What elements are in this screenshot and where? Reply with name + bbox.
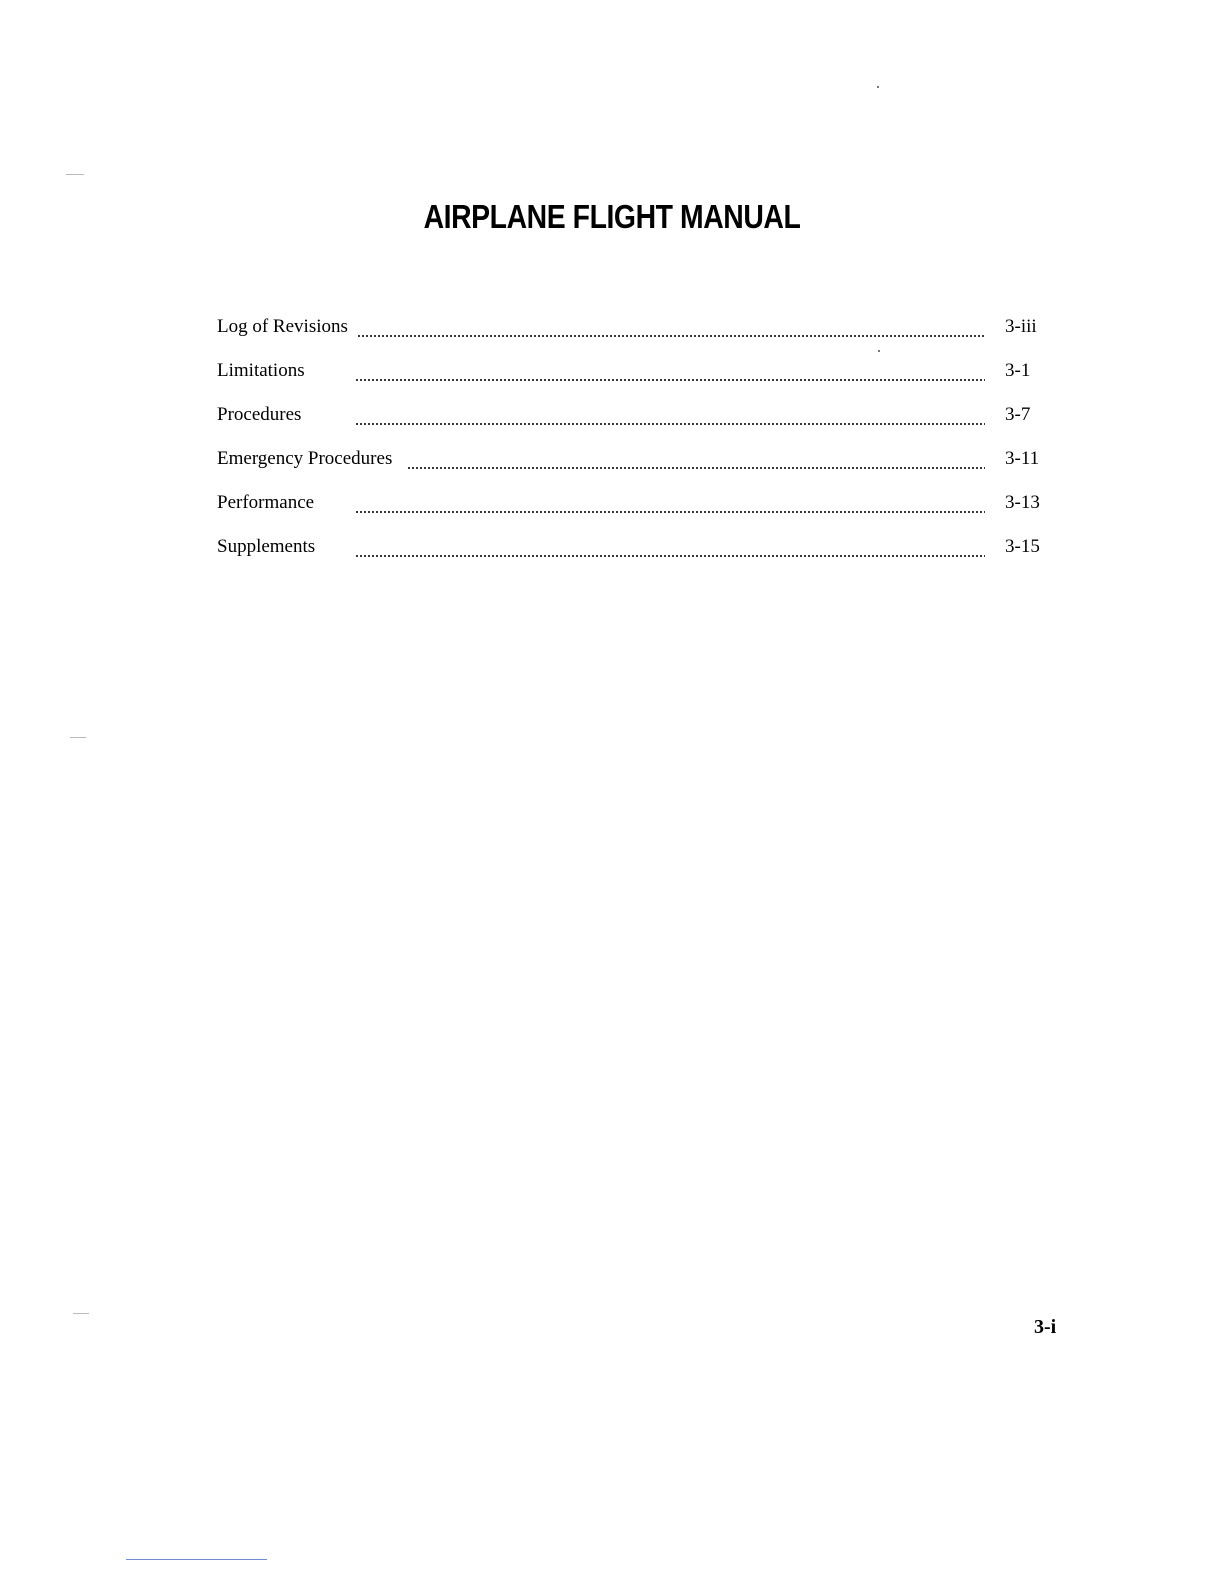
toc-entry-performance[interactable] <box>217 486 1057 530</box>
toc-entry-label: Log of Revisions <box>217 316 348 337</box>
toc-entry-supplements[interactable] <box>217 530 1057 574</box>
scan-mark <box>878 350 880 352</box>
toc-entry-procedures[interactable] <box>217 398 1057 442</box>
toc-entry-label: Procedures <box>217 404 302 425</box>
dot-leader <box>407 467 985 469</box>
toc-entry-label: Supplements <box>217 536 316 557</box>
toc-entry-label: Performance <box>217 492 315 513</box>
scan-mark <box>66 174 84 175</box>
dot-leader <box>355 511 985 513</box>
scan-mark <box>70 737 86 738</box>
bottom-rule <box>126 1559 267 1560</box>
toc-entry-emergency-procedures[interactable] <box>217 442 1057 486</box>
toc-entry-page: 3-15 <box>1005 536 1040 557</box>
page-number: 3-i <box>1034 1316 1057 1338</box>
dot-leader <box>355 423 985 425</box>
dot-leader <box>357 335 985 337</box>
toc-entry-page: 3-1 <box>1005 360 1031 381</box>
dot-leader <box>355 555 985 557</box>
toc-entry-limitations[interactable] <box>217 354 1057 398</box>
toc-entry-page: 3-7 <box>1005 404 1031 425</box>
table-of-contents <box>217 310 1057 574</box>
dot-leader <box>355 379 985 381</box>
toc-entry-page: 3-13 <box>1005 492 1040 513</box>
toc-entry-label: Limitations <box>217 360 305 381</box>
toc-entry-page: 3-11 <box>1005 448 1040 469</box>
page-title: AIRPLANE FLIGHT MANUAL <box>423 198 801 235</box>
toc-entry-page: 3-iii <box>1005 316 1037 337</box>
scan-mark <box>73 1313 89 1314</box>
toc-entry-log-of-revisions[interactable] <box>217 310 1057 354</box>
toc-entry-label: Emergency Procedures <box>217 448 393 469</box>
scan-mark <box>877 86 879 88</box>
